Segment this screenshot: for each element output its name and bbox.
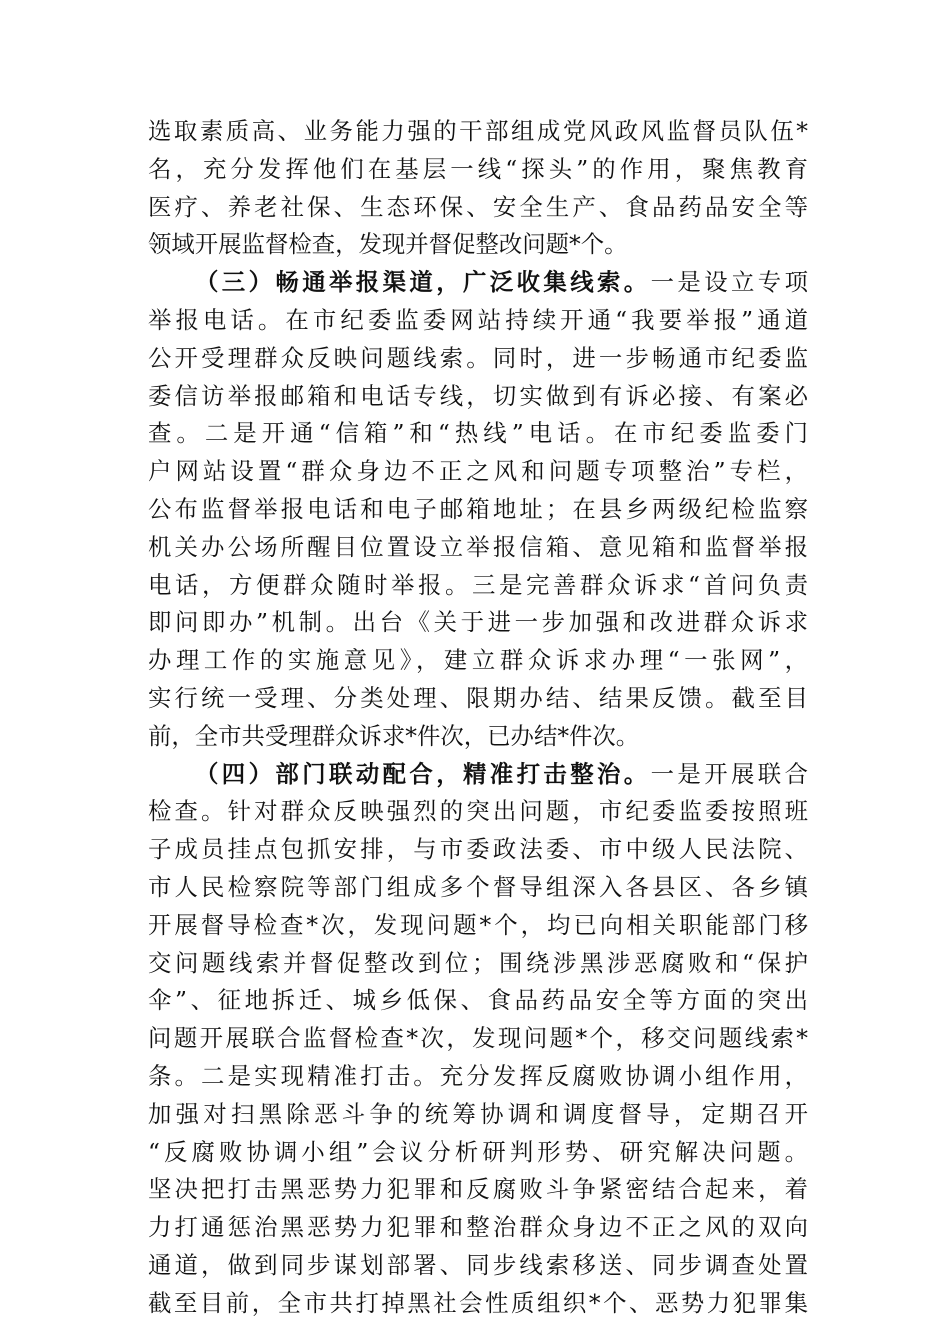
text-line: 伞”、征地拆迁、城乡低保、食品药品安全等方面的突出 — [148, 986, 808, 1015]
text-line: 条。二是实现精准打击。充分发挥反腐败协调小组作用， — [148, 1061, 808, 1090]
text-line: 问题开展联合监督检查*次，发现问题*个，移交问题线索* — [148, 1024, 808, 1053]
text-line: 即问即办”机制。出台《关于进一步加强和改进群众诉求 — [148, 608, 808, 637]
text-line-first — [148, 264, 808, 302]
text-line: 前，全市共受理群众诉求*件次，已办结*件次。 — [148, 721, 640, 750]
paragraph-section-3 — [148, 264, 808, 755]
text-line: 选取素质高、业务能力强的干部组成党风政风监督员队伍* — [148, 117, 808, 145]
text-line: 子成员挂点包抓安排，与市委政法委、市中级人民法院、 — [148, 835, 808, 864]
text-line: 电话，方便群众随时举报。三是完善群众诉求“首问负责 — [148, 570, 808, 599]
text-line-first — [148, 756, 808, 794]
text-line: 截至目前，全市共打掉黑社会性质组织*个、恶势力犯罪集 — [148, 1288, 808, 1317]
text-line: 领域开展监督检查，发现并督促整改问题*个。 — [148, 230, 628, 259]
text-line: 举报电话。在市纪委监委网站持续开通“我要举报”通道 — [148, 305, 808, 334]
text-line: 交问题线索并督促整改到位；围绕涉黑涉恶腐败和“保护 — [148, 948, 808, 977]
text-line: 力打通惩治黑恶势力犯罪和整治群众身边不正之风的双向 — [148, 1213, 808, 1242]
text-line: 开展督导检查*次，发现问题*个，均已向相关职能部门移 — [148, 910, 808, 939]
document-page — [148, 113, 808, 1323]
text-line: “反腐败协调小组”会议分析研判形势、研究解决问题。 — [148, 1137, 808, 1166]
text-line: 委信访举报邮箱和电话专线，切实做到有诉必接、有案必 — [148, 381, 808, 410]
text-line: 公布监督举报电话和电子邮箱地址；在县乡两级纪检监察 — [148, 494, 808, 523]
text-line: 办理工作的实施意见》，建立群众诉求办理“一张网”， — [148, 646, 808, 675]
text-line: 市人民检察院等部门组成多个督导组深入各县区、各乡镇 — [148, 872, 808, 901]
section-heading: （三）畅通举报渠道，广泛收集线索。 — [195, 268, 651, 297]
text-line: 户网站设置“群众身边不正之风和问题专项整治”专栏， — [148, 457, 808, 486]
text-line: 查。二是开通“信箱”和“热线”电话。在市纪委监委门 — [148, 419, 808, 448]
text-line: 通道，做到同步谋划部署、同步线索移送、同步调查处置 — [148, 1250, 808, 1279]
paragraph-section-4 — [148, 756, 808, 1323]
text-line: 公开受理群众反映问题线索。同时，进一步畅通市纪委监 — [148, 343, 808, 372]
text-line: 实行统一受理、分类处理、限期办结、结果反馈。截至目 — [148, 683, 808, 712]
text-run: 一是开展联合 — [650, 759, 809, 788]
text-line: 机关办公场所醒目位置设立举报信箱、意见箱和监督举报 — [148, 532, 808, 561]
text-run: 一是设立专项 — [650, 268, 809, 297]
text-line: 加强对扫黑除恶斗争的统筹协调和调度督导，定期召开 — [148, 1099, 808, 1128]
text-line: 名，充分发挥他们在基层一线“探头”的作用，聚焦教育 — [148, 154, 808, 183]
paragraph-continuation — [148, 113, 808, 264]
text-line: 医疗、养老社保、生态环保、安全生产、食品药品安全等 — [148, 192, 808, 221]
section-heading: （四）部门联动配合，精准打击整治。 — [195, 759, 651, 788]
text-line: 坚决把打击黑恶势力犯罪和反腐败斗争紧密结合起来，着 — [148, 1175, 808, 1204]
text-line: 检查。针对群众反映强烈的突出问题，市纪委监委按照班 — [148, 797, 808, 826]
